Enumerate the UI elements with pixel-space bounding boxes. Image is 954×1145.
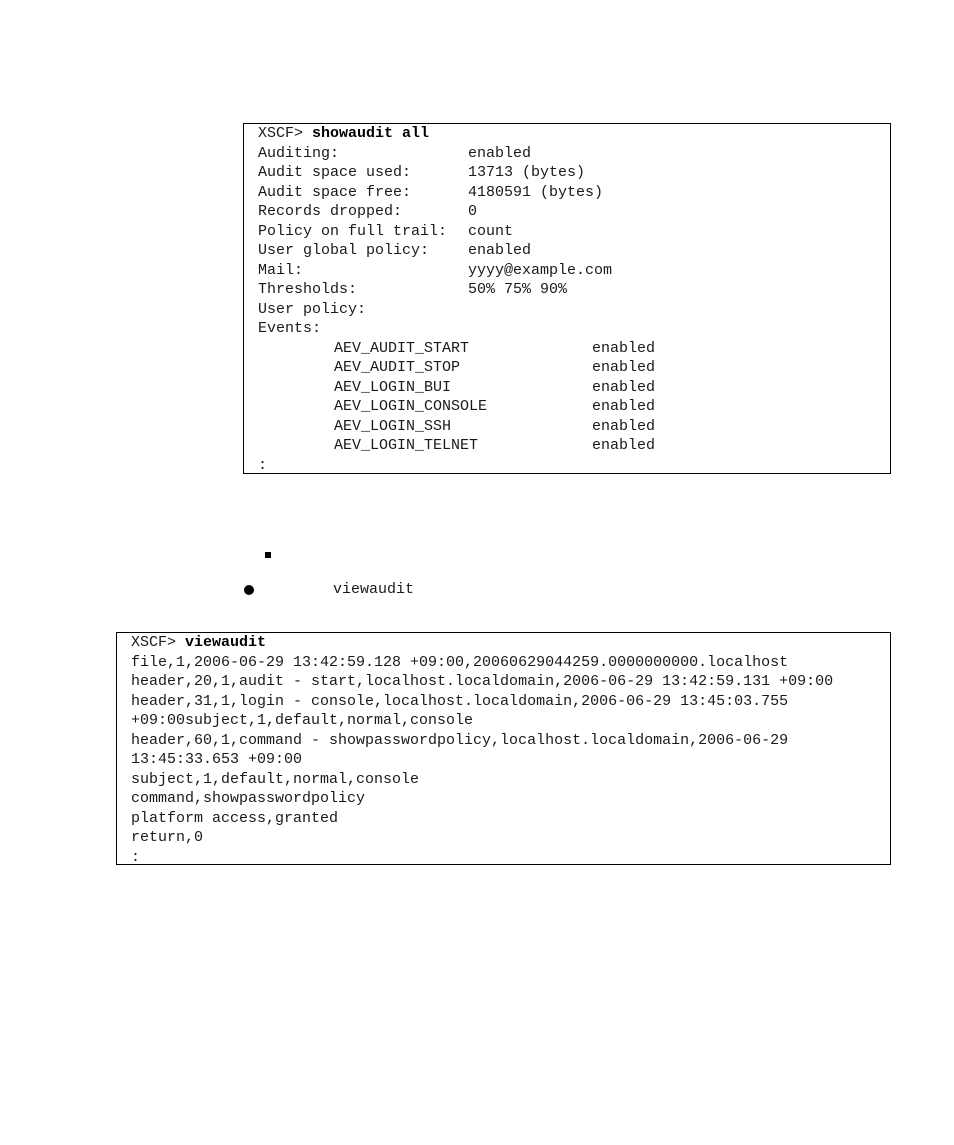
setting-value: yyyy@example.com	[468, 261, 613, 279]
command-line	[131, 633, 833, 653]
setting-key: Events:	[258, 320, 322, 337]
setting-key: User policy:	[258, 300, 367, 318]
setting-key: Policy on full trail:	[258, 222, 448, 240]
command-text: showaudit all	[312, 125, 430, 142]
event-name: AEV_AUDIT_START	[334, 339, 470, 357]
audit-record-line: return,0	[131, 829, 204, 846]
event-name: AEV_LOGIN_TELNET	[334, 437, 479, 454]
event-name: AEV_LOGIN_BUI	[334, 378, 452, 396]
setting-value: enabled	[468, 144, 532, 162]
event-status: enabled	[592, 437, 656, 454]
more-prompt: :	[258, 456, 268, 474]
event-row	[258, 378, 655, 398]
setting-key: Records dropped:	[258, 203, 403, 220]
event-status: enabled	[592, 339, 656, 357]
setting-key: Audit space used:	[258, 164, 412, 181]
setting-key: Mail:	[258, 261, 304, 279]
audit-record-line: platform access,granted	[131, 809, 339, 827]
event-status: enabled	[592, 359, 656, 376]
setting-row	[258, 280, 655, 300]
audit-record-line: +09:00subject,1,default,normal,console	[131, 712, 474, 729]
setting-value: 0	[468, 203, 478, 220]
audit-record-line: file,1,2006-06-29 13:42:59.128 +09:00,20060629044259.0000000000.localhost	[131, 653, 789, 671]
setting-row	[258, 319, 655, 339]
bullet-command-text: viewaudit	[333, 581, 415, 598]
setting-value: 50% 75% 90%	[468, 281, 568, 298]
prompt: XSCF>	[131, 634, 186, 651]
viewaudit-lines	[131, 633, 833, 867]
setting-row	[258, 300, 655, 320]
more-prompt: :	[131, 848, 141, 866]
event-row	[258, 397, 655, 417]
setting-value: enabled	[468, 242, 532, 259]
event-row	[258, 417, 655, 437]
viewaudit-output-box	[116, 632, 891, 865]
setting-key: Thresholds:	[258, 281, 358, 298]
command-line	[258, 124, 655, 144]
setting-row	[258, 241, 655, 261]
setting-key: Auditing:	[258, 144, 340, 162]
setting-key: Audit space free:	[258, 183, 412, 201]
setting-value: 13713 (bytes)	[468, 164, 586, 181]
event-status: enabled	[592, 417, 656, 435]
setting-value: count	[468, 222, 514, 240]
event-row	[258, 436, 655, 456]
event-name: AEV_LOGIN_SSH	[334, 417, 452, 435]
setting-key: User global policy:	[258, 242, 430, 259]
audit-record-line: header,31,1,login - console,localhost.localdomain,2006-06-29 13:45:03.755	[131, 692, 789, 710]
round-bullet-icon	[244, 585, 254, 595]
audit-record-line: subject,1,default,normal,console	[131, 770, 420, 788]
setting-row	[258, 144, 655, 164]
audit-record-line: command,showpasswordpolicy	[131, 790, 366, 807]
event-status: enabled	[592, 378, 656, 396]
event-name: AEV_AUDIT_STOP	[334, 359, 461, 376]
setting-row	[258, 163, 655, 183]
setting-row	[258, 261, 655, 281]
setting-row	[258, 183, 655, 203]
audit-record-line: header,60,1,command - showpasswordpolicy,localhost.localdomain,2006-06-29	[131, 731, 789, 749]
setting-row	[258, 222, 655, 242]
event-row	[258, 339, 655, 359]
command-text: viewaudit	[185, 634, 267, 651]
event-row	[258, 358, 655, 378]
audit-record-line: 13:45:33.653 +09:00	[131, 751, 303, 768]
showaudit-output-box	[243, 123, 891, 474]
event-status: enabled	[592, 398, 656, 415]
setting-value: 4180591 (bytes)	[468, 183, 604, 201]
square-bullet-icon	[265, 552, 271, 558]
setting-row	[258, 202, 655, 222]
showaudit-lines	[258, 124, 655, 475]
prompt: XSCF>	[258, 125, 313, 142]
audit-record-line: header,20,1,audit - start,localhost.localdomain,2006-06-29 13:42:59.131 +09:00	[131, 673, 834, 690]
event-name: AEV_LOGIN_CONSOLE	[334, 398, 488, 415]
